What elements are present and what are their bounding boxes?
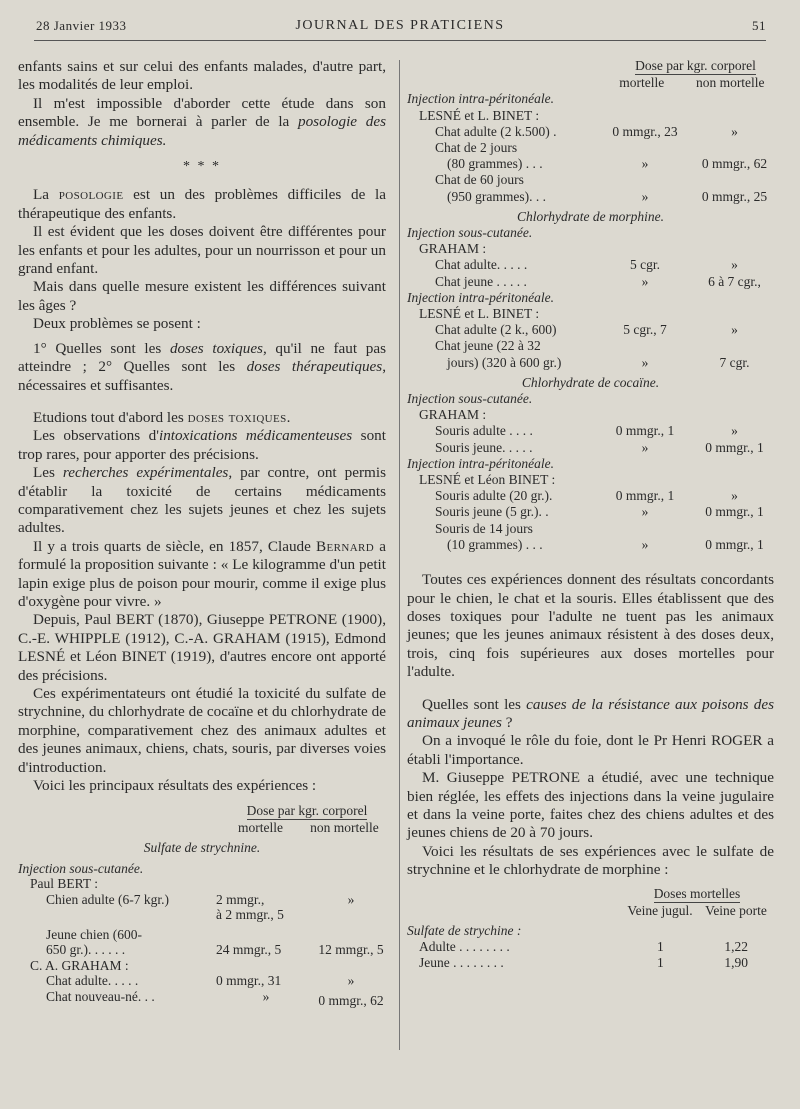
cell: 0 mmgr., 1 (615, 423, 675, 439)
cell: 0 mmgr., 23 (612, 123, 678, 139)
text: La (33, 186, 59, 204)
cell: Chat adulte (2 k.500) . (435, 123, 557, 139)
author: LESNÉ et L. BINET : (419, 306, 540, 322)
cell: » (731, 123, 738, 139)
paragraph (407, 696, 774, 733)
text: sont trop rares, pour apporter des précisions. (18, 427, 386, 463)
author: Paul BERT : (30, 876, 98, 892)
table-row (407, 371, 774, 391)
cell: » (347, 973, 355, 989)
text: , qu'il ne faut pas atteindre ; 2° Quelles sont les (18, 339, 386, 376)
cell: jours) (320 à 600 gr.) (447, 354, 562, 370)
cell: 12 mmgr., 5 (318, 942, 384, 958)
table-row (407, 205, 774, 225)
paragraph: Ces expérimentateurs ont étudié la toxicité du sulfate de strychnine, du chlorhydrate de cocaïne et du chlorhydrate de morphine, comparativement chez des animaux adultes et des jeunes animaux, chiens, chats, souris, par diverses voies d'introduction. (18, 685, 386, 776)
journal-title: JOURNAL DES PRATICIENS (295, 18, 505, 33)
cell: 0 mmgr., 1 (705, 504, 764, 520)
cell: Chat adulte. . . . . (435, 257, 528, 273)
cell: » (641, 504, 649, 520)
paragraph: Il est évident que les doses doivent être différentes pour les enfants et pour les adultes, pour un nourrisson et pour un grand enfant. (18, 223, 386, 278)
author: LESNÉ et Léon BINET : (419, 472, 556, 488)
cell: » (731, 488, 738, 504)
small-caps: Bernard (315, 537, 375, 555)
paragraph (18, 186, 386, 223)
section-title: Sulfate de strychine : (407, 922, 522, 938)
table-row (407, 504, 774, 520)
section-stars: * * * (183, 159, 221, 175)
table-row (407, 140, 774, 156)
text: Les (33, 464, 63, 482)
table-row (407, 322, 774, 338)
table-head: Doses mortelles (653, 885, 741, 901)
table-head: Dose par kgr. corporel (635, 58, 756, 75)
cell: (80 grammes) . . . (447, 156, 543, 172)
paragraph: Voici les principaux résultats des expériences : (33, 777, 317, 795)
table-body (18, 892, 386, 1009)
cell: 5 cgr. (630, 257, 660, 273)
section-title: Chlorhydrate de morphine. (516, 208, 665, 224)
cell: 1 (657, 954, 664, 970)
col-non-mortelle: non mortelle (310, 819, 379, 835)
table-row (18, 973, 386, 989)
table-row (407, 290, 774, 306)
route: Injection intra-péritonéale. (407, 91, 554, 107)
cell: 0 mmgr., 62 (701, 156, 768, 172)
author: GRAHAM : (419, 241, 487, 257)
header-date: 28 Janvier 1933 (36, 18, 127, 33)
paragraph: Voici les résultats de ses expériences avec le sulfate de strychnine et le chlorhydrate de morphine : (407, 842, 774, 879)
table-row (407, 407, 774, 423)
emphasis: recherches expérimentales (62, 464, 229, 482)
route: Injection sous-cutanée. (407, 225, 533, 241)
table-row (407, 488, 774, 504)
mortal-dose-table (407, 886, 774, 971)
cell: 0 mmgr., 31 (216, 973, 282, 989)
cell: 1,90 (724, 954, 748, 970)
text: Etudions tout d'abord les (33, 408, 188, 426)
cell: Chat adulte. . . . . (46, 973, 139, 989)
emphasis: causes de la résistance aux poisons des animaux jeunes (407, 695, 774, 731)
table-row (407, 440, 774, 456)
text: Il m'est impossible d'aborder cette étude dans son ensemble. Je me bornerai à parler de la (18, 94, 386, 131)
cell: 6 à 7 cgr., (708, 273, 761, 289)
table-row (407, 124, 774, 140)
paragraph (18, 409, 386, 427)
paragraph: enfants sains et sur celui des enfants malades, d'autre part, les modalités de leur emploi. (18, 58, 386, 94)
paragraph: Toutes ces expériences donnent des résultats concordants pour le chien, le chat et la souris. Elles établissent que des doses toxiques pour l'adulte ne tuent pas les animaux jeunes; que les jeunes animaux résistent à des doses deux, trois, cinq fois supérieures aux doses mortelles pour l'adulte. (407, 571, 774, 681)
column-divider (399, 60, 400, 1050)
cell: Chat nouveau-né. . . (46, 988, 155, 1004)
table-body (407, 124, 774, 553)
dose-table-left (18, 803, 386, 1008)
cell: » (641, 354, 649, 370)
small-caps: doses toxiques (187, 408, 287, 426)
paragraph: Deux problèmes se posent : (33, 315, 201, 333)
cell: Souris de 14 jours (435, 520, 533, 536)
cell: 1 (657, 938, 664, 954)
route: Injection sous-cutanée. (18, 860, 144, 876)
table-row (407, 456, 774, 472)
cell: 24 mmgr., 5 (216, 942, 282, 958)
paragraph (18, 427, 386, 464)
cell: Souris jeune. . . . . (435, 439, 533, 455)
text: Les observations d' (33, 427, 159, 445)
route: Injection intra-péritonéale. (407, 289, 554, 305)
table-row (407, 355, 774, 371)
table-row (18, 907, 386, 923)
table-row (18, 892, 386, 908)
cell: Chat jeune . . . . . (435, 273, 527, 289)
route: Injection intra-péritonéale. (407, 455, 554, 471)
paragraph (18, 95, 386, 150)
cell: Chien adulte (6-7 kgr.) (46, 891, 169, 907)
emphasis: doses thérapeutiques (246, 358, 383, 376)
table-row (407, 172, 774, 188)
text: Il y a trois quarts de siècle, en 1857, Claude (33, 537, 316, 555)
text: , par contre, ont permis d'établir la toxicité de certains médicaments comparativement chez les sujets jeunes et chez les sujets adultes. (18, 464, 386, 537)
cell: (10 grammes) . . . (447, 536, 543, 552)
col-mortelle: mortelle (237, 819, 283, 835)
cell: 7 cgr. (719, 354, 750, 370)
emphasis: intoxications médicamenteuses (158, 427, 353, 445)
cell: Chat jeune (22 à 32 (435, 338, 541, 354)
cell: Souris jeune (5 gr.). . (435, 504, 549, 520)
cell: » (641, 273, 649, 289)
table-row (407, 939, 774, 955)
text: Quelles sont les (422, 695, 527, 713)
cell: » (731, 423, 738, 439)
text: a formulé la proposition suivante : « Le kilogramme d'un petit lapin exige plus de poison pour mourir, comme il exige plus d'oxygène pour vivre. » (18, 537, 386, 610)
table-head: Dose par kgr. corporel (246, 803, 368, 819)
paragraph: Mais dans quelle mesure existent les différences suivant les âges ? (18, 278, 386, 314)
table-row (407, 338, 774, 354)
text: , nécessaires et suffisantes. (18, 358, 386, 394)
cell: » (262, 988, 270, 1004)
text: est un des problèmes difficiles de la thérapeutique des enfants. (18, 186, 386, 222)
col-veine-jugul: Veine jugul. (627, 902, 693, 918)
col-non-mortelle: non mortelle (695, 75, 765, 91)
cell: 0 mmgr., 1 (705, 439, 764, 455)
small-caps: posologie (58, 186, 124, 204)
cell: Chat de 60 jours (435, 172, 524, 188)
section-title: Sulfate de strychnine. (143, 840, 261, 856)
page-number: 51 (752, 18, 766, 33)
emphasis: posologie des médicaments chimiques. (18, 113, 386, 149)
paragraph (18, 340, 386, 395)
cell: 2 mmgr., (216, 891, 265, 907)
cell: 1,22 (724, 938, 748, 954)
col-mortelle: mortelle (619, 75, 665, 91)
paragraph (18, 538, 386, 612)
table-row (407, 274, 774, 290)
cell: Souris adulte (20 gr.). (435, 488, 553, 504)
table-row (407, 241, 774, 257)
cell: » (641, 439, 649, 455)
cell: 0 mmgr., 62 (318, 992, 384, 1008)
left-column (18, 58, 386, 1008)
table-row (407, 423, 774, 439)
table-row (407, 955, 774, 971)
cell: Chat adulte (2 k., 600) (435, 322, 557, 338)
cell: à 2 mmgr., 5 (216, 907, 284, 923)
cell: 650 gr.). . . . . . (46, 942, 126, 958)
paragraph: Depuis, Paul BERT (1870), Giuseppe PETRONE (1900), C.-E. WHIPPLE (1912), C.-A. GRAHAM (1915), Edmond LESNÉ et Léon BINET (1919), d'autres encore ont apporté des précisions. (18, 611, 386, 684)
section-title: Chlorhydrate de cocaïne. (521, 374, 660, 390)
cell: » (347, 891, 355, 907)
paragraph: M. Giuseppe PETRONE a étudié, avec une technique bien réglée, les effets des injections dans la veine jugulaire et dans la veine porte, faites chez des chiens adultes et des jeunes chiens de 20 à 70 jours. (407, 769, 774, 842)
text: ? (501, 713, 513, 731)
table-row (407, 521, 774, 537)
cell: Jeune chien (600- (46, 926, 142, 942)
author: GRAHAM : (419, 407, 487, 423)
table-row (407, 257, 774, 273)
col-veine-porte: Veine porte (705, 902, 767, 918)
cell: 5 cgr., 7 (623, 322, 667, 338)
table-row (18, 923, 386, 943)
paragraph (18, 464, 386, 538)
cell: 0 mmgr., 1 (705, 536, 764, 552)
route: Injection sous-cutanée. (407, 391, 533, 407)
table-row (407, 472, 774, 488)
cell: 0 mmgr., 1 (615, 488, 675, 504)
cell: Adulte . . . . . . . . (419, 938, 510, 954)
author: LESNÉ et L. BINET : (419, 107, 540, 123)
table-row (407, 306, 774, 322)
right-column (407, 58, 774, 971)
table-row (407, 391, 774, 407)
author: C. A. GRAHAM : (30, 957, 129, 973)
emphasis: doses toxiques (169, 339, 263, 357)
cell: » (641, 188, 649, 204)
cell: Jeune . . . . . . . . (419, 954, 504, 970)
table-row (18, 942, 386, 958)
header-rule (34, 40, 766, 41)
cell: Chat de 2 jours (435, 140, 518, 156)
table-row (407, 156, 774, 172)
table-row (18, 958, 386, 974)
page-header (34, 18, 766, 40)
cell: » (641, 156, 649, 172)
cell: Souris adulte . . . . (435, 423, 533, 439)
cell: » (731, 257, 738, 273)
text: 1° Quelles sont les (33, 339, 170, 357)
table-row (18, 989, 386, 1009)
table-row (407, 537, 774, 553)
table-row (407, 225, 774, 241)
cell: » (641, 536, 649, 552)
cell: 0 mmgr., 25 (701, 188, 768, 204)
table-row (407, 189, 774, 205)
cell: (950 grammes). . . (447, 188, 546, 204)
text: . (286, 408, 291, 426)
dose-table-right (407, 58, 774, 553)
paragraph: On a invoqué le rôle du foie, dont le Pr Henri ROGER a établi l'importance. (407, 732, 774, 768)
cell: » (731, 322, 738, 338)
